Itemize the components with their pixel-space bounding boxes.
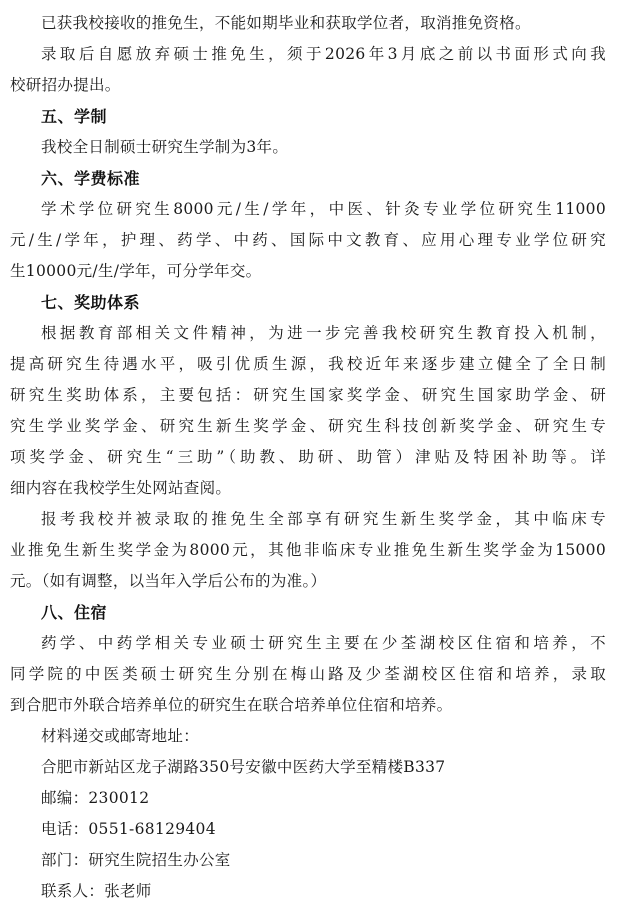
section-heading: 六、学费标准 — [41, 169, 141, 188]
paragraph-line: 项奖学金、研究生“三助”（助教、助研、助管）津贴及特困补助等。详 — [10, 448, 606, 466]
contact-department: 部门：研究生院招生办公室 — [41, 851, 231, 869]
paragraph-line: 到合肥市外联合培养单位的研究生在联合培养单位住宿和培养。 — [10, 696, 453, 714]
paragraph-line: 校研招办提出。 — [10, 76, 121, 94]
paragraph-line: 元/生/学年，护理、药学、中药、国际中文教育、应用心理专业学位研究 — [10, 231, 606, 249]
paragraph-line: 录取后自愿放弃硕士推免生，须于2026年3月底之前以书面形式向我 — [41, 45, 606, 63]
paragraph-line: 根据教育部相关文件精神，为进一步完善我校研究生教育投入机制， — [41, 324, 606, 342]
paragraph-line: 生10000元/生/学年，可分学年交。 — [10, 262, 262, 280]
section-heading: 五、学制 — [41, 107, 108, 126]
paragraph-line: 同学院的中医类硕士研究生分别在梅山路及少荃湖校区住宿和培养，录取 — [10, 665, 606, 683]
paragraph-line: 报考我校并被录取的推免生全部享有研究生新生奖学金，其中临床专 — [41, 510, 606, 528]
paragraph-line: 研究生奖助体系，主要包括：研究生国家奖学金、研究生国家助学金、研 — [10, 386, 606, 404]
contact-postcode: 邮编：230012 — [41, 789, 150, 807]
contact-person: 联系人：张老师 — [41, 882, 152, 900]
section-heading: 八、住宿 — [41, 603, 108, 622]
paragraph-line: 提高研究生待遇水平，吸引优质生源，我校近年来逐步建立健全了全日制 — [10, 355, 606, 373]
paragraph-line: 究生学业奖学金、研究生新生奖学金、研究生科技创新奖学金、研究生专 — [10, 417, 606, 435]
section-heading: 七、奖助体系 — [41, 293, 141, 312]
paragraph-line: 细内容在我校学生处网站查阅。 — [10, 479, 232, 497]
contact-phone: 电话：0551-68129404 — [41, 820, 216, 838]
paragraph-line: 元。（如有调整，以当年入学后公布的为准。） — [10, 572, 327, 590]
contact-intro: 材料递交或邮寄地址： — [41, 727, 200, 745]
contact-address: 合肥市新站区龙子湖路350号安徽中医药大学至精楼B337 — [41, 758, 446, 776]
paragraph-line: 业推免生新生奖学金为8000元，其他非临床专业推免生新生奖学金为15000 — [10, 541, 606, 559]
paragraph-line: 我校全日制硕士研究生学制为3年。 — [41, 138, 289, 156]
paragraph-line: 药学、中药学相关专业硕士研究生主要在少荃湖校区住宿和培养，不 — [41, 634, 606, 652]
paragraph-line: 学术学位研究生8000元/生/学年，中医、针灸专业学位研究生11000 — [41, 200, 606, 218]
paragraph-line: 已获我校接收的推免生，不能如期毕业和获取学位者，取消推免资格。 — [41, 14, 531, 32]
document-page — [10, 8, 606, 907]
